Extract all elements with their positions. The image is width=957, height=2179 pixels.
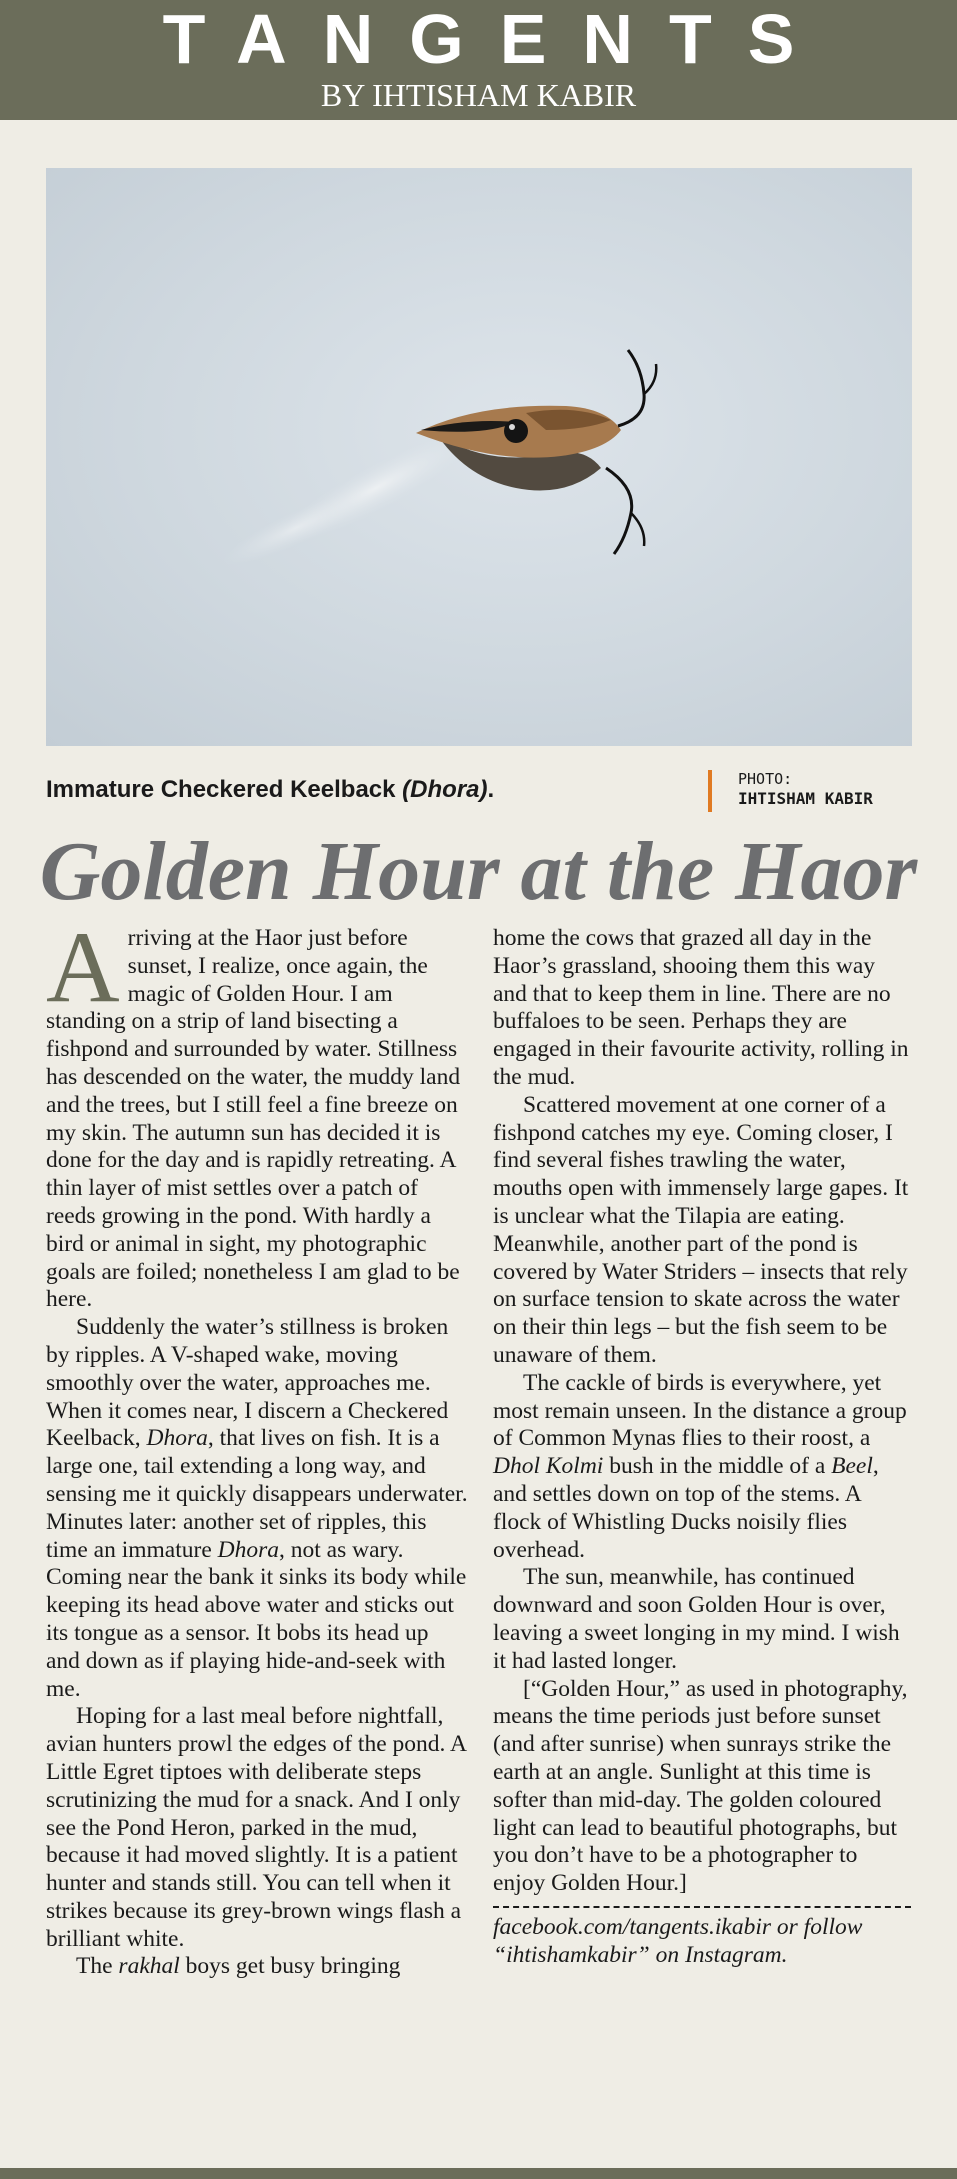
- paragraph-4-start: [46, 1953, 468, 1981]
- social-line-1[interactable]: facebook.com/tangents.ikabir or follow: [493, 1913, 863, 1940]
- caption-italic: (Dhora): [402, 776, 488, 803]
- paragraph-8: [“Golden Hour,” as used in photography, means the time periods just before sunset (and after sunrise) when sunrays strike the earth at an angle. Sunlight at this time is softer than mid-day. The golden coloured light can lead to beautiful photographs, but you don’t have to be a photographer to enjoy Golden Hour.]: [493, 1675, 908, 1897]
- credit-label: PHOTO:: [738, 770, 793, 788]
- paragraph-7: The sun, meanwhile, has continued downward and soon Golden Hour is over, leaving a sweet longing in my mind. I wish it had lasted longer.: [493, 1564, 900, 1674]
- p6-italic-1: Dhol Kolmi: [493, 1453, 604, 1480]
- p2-text-b: , that lives on fish. It is a large one, tail extending a long way, and sensing me it quickly disappears underwater. Minutes later: another set of ripples, this time an immature: [46, 1425, 468, 1563]
- article-column-left: [46, 911, 468, 1981]
- p4-text-a: The: [76, 1953, 119, 1980]
- p2-text-c: , not as wary. Coming near the bank it sinks its body while keeping its head above water and sticks out its tongue as a sensor. It bobs its head up and down as if playing hide-and-seek with me.: [46, 1536, 467, 1702]
- snake-photo: [46, 168, 912, 746]
- p4-text-b: boys get busy bringing: [179, 1953, 401, 1980]
- photo-caption: [46, 776, 494, 804]
- masthead-title: TANGENTS: [162, 0, 831, 78]
- p4-italic: rakhal: [118, 1953, 180, 1980]
- keelback-illustration: [46, 168, 912, 746]
- masthead-byline: BY IHTISHAM KABIR: [320, 77, 637, 113]
- social-line-2[interactable]: “ihtishamkabir” on Instagram.: [493, 1941, 788, 1968]
- dashed-divider: [493, 1906, 911, 1908]
- p2-text-a: Suddenly the water’s stillness is broken by ripples. A V-shaped wake, moving smoothly over the water, approaches me. When it comes near, I discern a Checkered Keelback,: [46, 1314, 449, 1452]
- paragraph-4-continued: home the cows that grazed all day in the Haor’s grassland, shooing them this way and that to keep them in line. There are no buffaloes to be seen. Perhaps they are engaged in their favourite activity, rolling in the mud.: [493, 925, 909, 1090]
- caption-end: .: [487, 776, 495, 803]
- paragraph-1: [46, 911, 468, 1314]
- p6-italic-2: Beel: [831, 1453, 873, 1480]
- paragraph-6: [493, 1370, 913, 1565]
- drop-cap: A: [46, 911, 120, 1024]
- paragraph-5: Scattered movement at one corner of a fishpond catches my eye. Coming closer, I find several fishes trawling the water, mouths open with immensely large gapes. It is unclear what the Tilapia are eating. Meanwhile, another part of the pond is covered by Water Striders – insects that rely on surface tension to skate across the water on their thin legs – but the fish seem to be unaware of them.: [493, 1091, 909, 1368]
- caption-text: Immature Checkered Keelback: [46, 776, 403, 803]
- credit-name: IHTISHAM KABIR: [738, 789, 873, 808]
- p6-text-a: The cackle of birds is everywhere, yet most remain unseen. In the distance a group of Common Mynas flies to their roost, a: [493, 1369, 907, 1452]
- paragraph-2: [46, 1314, 468, 1703]
- p2-italic-1: Dhora: [146, 1425, 208, 1452]
- article-headline: Golden Hour at the Haor: [39, 825, 918, 918]
- paragraph-3: Hoping for a last meal before nightfall, avian hunters prowl the edges of the pond. A Little Egret tiptoes with deliberate steps scrutinizing the mud for a snack. And I only see the Pond Heron, parked in the mud, because it had moved slightly. It is a patient hunter and stands still. You can tell when it strikes because its grey-brown wings flash a brilliant white.: [46, 1703, 466, 1952]
- footer-bar: [0, 2168, 957, 2179]
- p2-italic-2: Dhora: [217, 1536, 280, 1563]
- p6-text-b: bush in the middle of a: [603, 1453, 832, 1480]
- p6-text-c: , and settles down on top of the stems. A flock of Whistling Ducks noisily flies overhead.: [493, 1453, 879, 1563]
- photo-credit: [708, 770, 873, 812]
- article-column-right: [493, 925, 913, 1969]
- social-note: [493, 1914, 913, 1970]
- paragraph-1-text: rriving at the Haor just before sunset, I realize, once again, the magic of Golden Hour. I am standing on a strip of land bisecting a fishpond and surrounded by water. Stillness has descended on the water, the muddy land and the trees, but I still feel a fine breeze on my skin. The autumn sun has decided it is done for the day and is rapidly retreating. A thin layer of mist settles over a patch of reeds growing in the pond. With hardly a bird or animal in sight, my photographic goals are foiled; nonetheless I am glad to be here.: [46, 925, 461, 1313]
- masthead: [0, 0, 957, 120]
